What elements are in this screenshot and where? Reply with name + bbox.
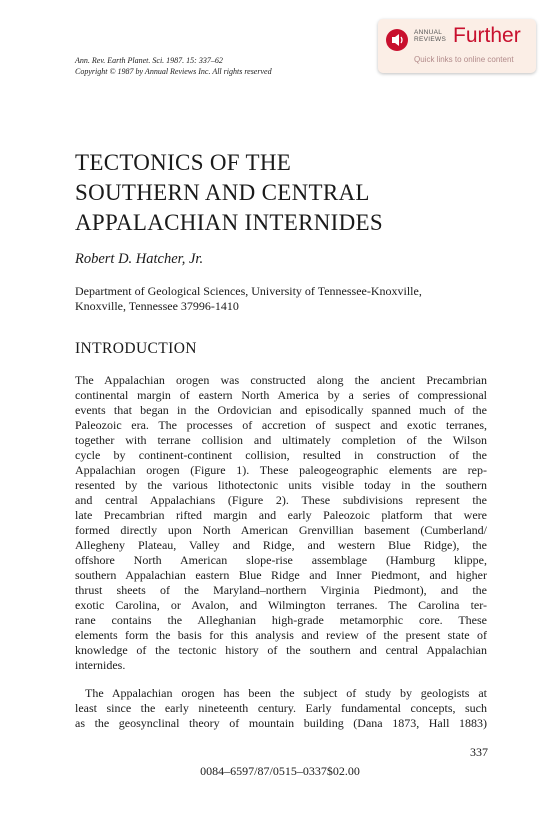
quick-links-subtitle: Quick links to online content bbox=[414, 55, 514, 64]
text-line: elements form the basis for this analysis and review of the present state of bbox=[75, 628, 487, 642]
author-name: Robert D. Hatcher, Jr. bbox=[75, 251, 204, 267]
journal-citation: Ann. Rev. Earth Planet. Sci. 1987. 15: 337–62 bbox=[75, 56, 223, 65]
section-heading: INTRODUCTION bbox=[75, 340, 197, 357]
text-line: Paleozoic era. The processes of accretion of suspect and exotic terranes, bbox=[75, 418, 487, 432]
text-line: thrust sheets of the Maryland–northern Virginia Piedmont), and the bbox=[75, 583, 487, 597]
annual-reviews-wordmark: ANNUAL REVIEWS bbox=[414, 29, 447, 43]
text-line: southern Appalachian eastern Blue Ridge and Inner Piedmont, and higher bbox=[75, 568, 487, 582]
text-line: The Appalachian orogen has been the subject of study by geologists at bbox=[85, 686, 487, 700]
text-line: Appalachian orogen (Figure 1). These paleogeographic elements are rep- bbox=[75, 463, 487, 477]
affiliation-line: Knoxville, Tennessee 37996-1410 bbox=[75, 299, 239, 313]
annual-reviews-logo-icon bbox=[386, 29, 408, 51]
text-line: events that began in the Ordovician and episodically spanned much of the bbox=[75, 403, 487, 417]
paragraph-1 bbox=[75, 373, 487, 673]
text-line: knowledge of the tectonic history of the southern and central Appalachian bbox=[75, 643, 487, 657]
text-line: The Appalachian orogen was constructed along the ancient Precambrian bbox=[75, 373, 487, 387]
text-line: and central Appalachians (Figure 2). These subdivisions represent the bbox=[75, 493, 487, 507]
text-line: cycle by continent-continent collision, resulted in construction of the bbox=[75, 448, 487, 462]
text-line: offshore North American slope-rise assemblage (Hamburg klippe, bbox=[75, 553, 487, 567]
text-line: continental margin of eastern North America by a series of compressional bbox=[75, 388, 487, 402]
title-line: APPALACHIAN INTERNIDES bbox=[75, 210, 383, 235]
further-label: Further bbox=[453, 24, 521, 47]
text-line: internides. bbox=[75, 658, 126, 672]
article-title bbox=[75, 148, 383, 238]
paragraph-2 bbox=[75, 686, 487, 731]
author-affiliation bbox=[75, 284, 487, 314]
text-line: least since the early nineteenth century. Early fundamental concepts, such bbox=[75, 701, 487, 715]
journal-copyright: Copyright © 1987 by Annual Reviews Inc. All rights reserved bbox=[75, 67, 272, 76]
affiliation-line: Department of Geological Sciences, University of Tennessee-Knoxville, bbox=[75, 284, 422, 298]
text-line: as the geosynclinal theory of mountain building (Dana 1873, Hall 1883) bbox=[75, 716, 487, 730]
text-line: resented by the various lithotectonic units visible today in the southern bbox=[75, 478, 487, 492]
title-line: SOUTHERN AND CENTRAL bbox=[75, 180, 370, 205]
text-line: exotic Carolina, or Avalon, and Wilmington terranes. The Carolina ter- bbox=[75, 598, 487, 612]
further-quick-links-badge[interactable] bbox=[378, 19, 536, 73]
footer-price-code: 0084–6597/87/0515–0337$02.00 bbox=[200, 764, 360, 778]
text-line: Allegheny Plateau, Valley and Ridge, and western Blue Ridge), the bbox=[75, 538, 487, 552]
journal-citation-block bbox=[75, 55, 272, 77]
page-number: 337 bbox=[470, 745, 488, 759]
text-line: rane contains the Alleghanian high-grade metamorphic core. These bbox=[75, 613, 487, 627]
title-line: TECTONICS OF THE bbox=[75, 150, 292, 175]
text-line: late Precambrian rifted margin and early Paleozoic platform that were bbox=[75, 508, 487, 522]
text-line: together with terrane collision and ultimately completion of the Wilson bbox=[75, 433, 487, 447]
text-line: formed directly upon North American Grenvillian basement (Cumberland/ bbox=[75, 523, 487, 537]
